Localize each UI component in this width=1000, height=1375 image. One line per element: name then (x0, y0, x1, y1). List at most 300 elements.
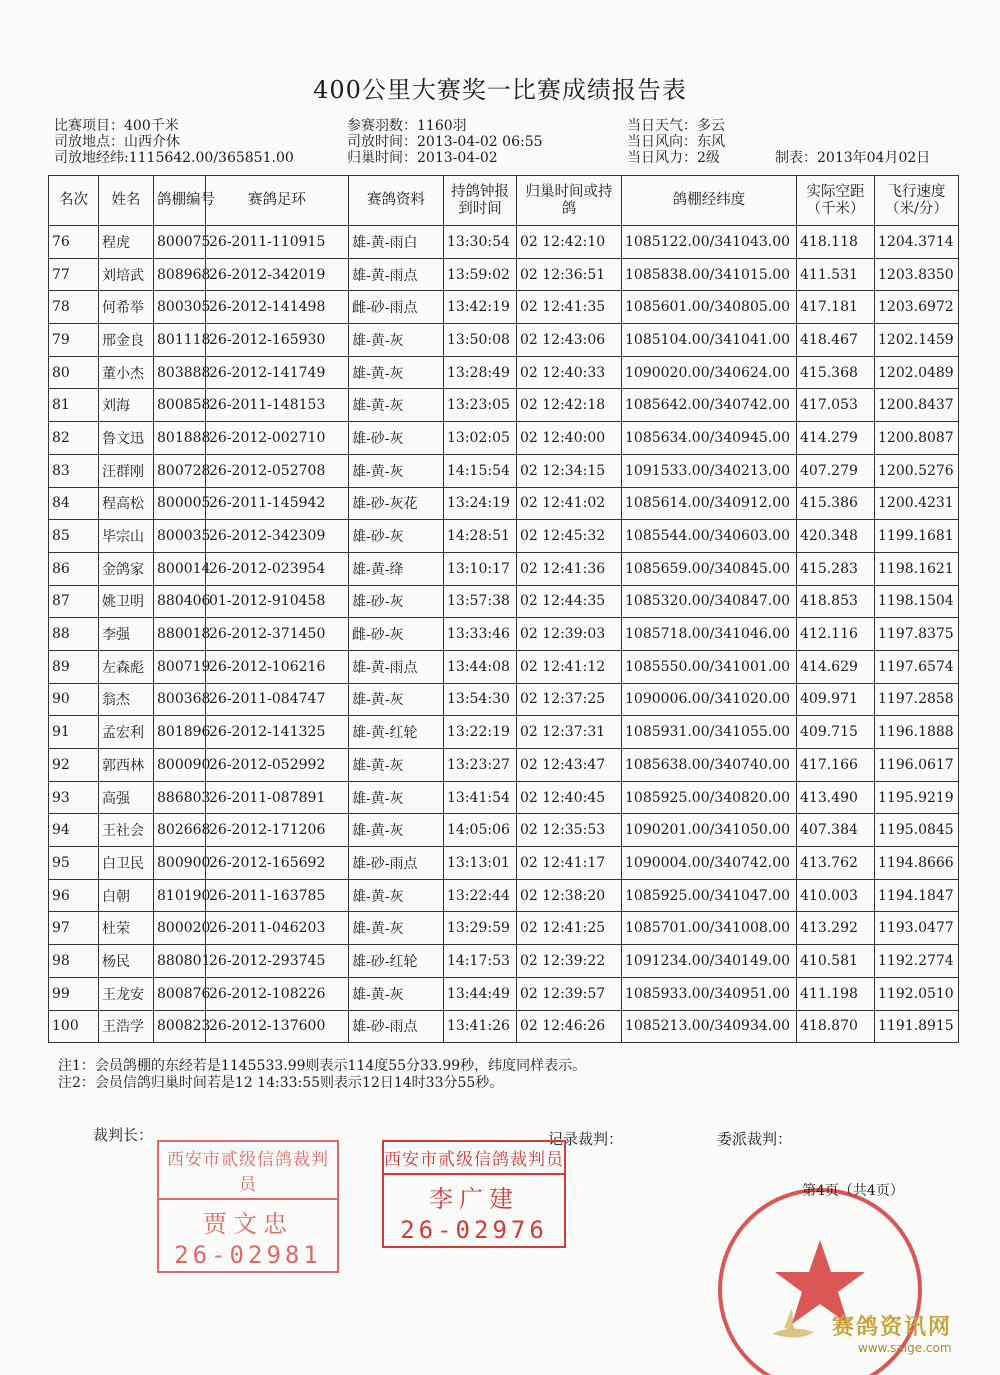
cell-info: 雌-砂-雨点 (349, 291, 444, 324)
page-number: 第4页（共4页） (802, 1183, 904, 1199)
cell-coords: 1091234.00/340149.00 (622, 945, 797, 978)
cell-clock: 13:13:01 (444, 847, 517, 880)
cell-info: 雄-黄-红轮 (349, 716, 444, 749)
table-row (49, 618, 959, 651)
table-row (49, 1010, 959, 1043)
cell-arrival: 02 12:41:35 (517, 291, 622, 324)
cell-coords: 1085701.00/341008.00 (622, 912, 797, 945)
cell-rank: 92 (49, 749, 99, 782)
cell-rank: 97 (49, 912, 99, 945)
cell-coords: 1085320.00/340847.00 (622, 585, 797, 618)
cell-rank: 100 (49, 1010, 99, 1043)
header-loft-no: 鸽棚编号 (154, 176, 206, 226)
cell-coords: 1085659.00/340845.00 (622, 552, 797, 585)
meta-event: 比赛项目：400千米 (54, 118, 179, 134)
cell-loft: 810190 (154, 879, 206, 912)
cell-loft: 800005 (154, 487, 206, 520)
cell-arrival: 02 12:35:53 (517, 814, 622, 847)
cell-loft: 801118 (154, 324, 206, 357)
header-arrival: 归巢时间或持鸽 (517, 176, 622, 226)
cell-info: 雄-黄-绛 (349, 552, 444, 585)
cell-name: 翁杰 (99, 683, 154, 716)
header-ring: 赛鸽足环 (206, 176, 349, 226)
cell-coords: 1085122.00/341043.00 (622, 226, 797, 259)
cell-name: 高强 (99, 781, 154, 814)
table-row (49, 977, 959, 1010)
cell-info: 雄-黄-灰 (349, 683, 444, 716)
cell-loft: 800900 (154, 847, 206, 880)
meta-right (627, 118, 725, 166)
cell-clock: 13:24:19 (444, 487, 517, 520)
cell-dist: 418.118 (797, 226, 875, 259)
cell-arrival: 02 12:39:22 (517, 945, 622, 978)
cell-arrival: 02 12:41:36 (517, 552, 622, 585)
stamp-2-title: 西安市贰级信鸽裁判员 (384, 1142, 564, 1175)
cell-rank: 99 (49, 977, 99, 1010)
cell-ring: 26-2012-165930 (206, 324, 349, 357)
cell-rank: 91 (49, 716, 99, 749)
cell-name: 毕宗山 (99, 520, 154, 553)
cell-speed: 1202.1459 (875, 324, 959, 357)
cell-name: 刘培武 (99, 258, 154, 291)
meta-release-site: 司放地点：山西介休 (54, 134, 180, 150)
cell-name: 鲁文迅 (99, 422, 154, 455)
cell-info: 雄-砂-雨点 (349, 1010, 444, 1043)
footnote-2: 注2：会员信鸽归巢时间若是12 14:33:55则表示12日14时33分55秒。 (58, 1075, 504, 1091)
table-row (49, 422, 959, 455)
cell-dist: 409.715 (797, 716, 875, 749)
meta-release-time: 司放时间：2013-04-02 06:55 (347, 134, 543, 150)
cell-clock: 13:44:49 (444, 977, 517, 1010)
cell-name: 孟宏利 (99, 716, 154, 749)
cell-speed: 1203.8350 (875, 258, 959, 291)
cell-clock: 13:42:19 (444, 291, 517, 324)
cell-speed: 1200.4231 (875, 487, 959, 520)
cell-ring: 26-2011-148153 (206, 389, 349, 422)
cell-coords: 1085933.00/340951.00 (622, 977, 797, 1010)
cell-loft: 803888 (154, 356, 206, 389)
cell-dist: 407.384 (797, 814, 875, 847)
table-row (49, 847, 959, 880)
meta-birds-entered: 参赛羽数：1160羽 (347, 118, 467, 134)
cell-info: 雄-黄-灰 (349, 356, 444, 389)
cell-loft: 800858 (154, 389, 206, 422)
cell-clock: 13:57:38 (444, 585, 517, 618)
cell-coords: 1090201.00/341050.00 (622, 814, 797, 847)
cell-speed: 1203.6972 (875, 291, 959, 324)
cell-clock: 13:44:08 (444, 650, 517, 683)
footnote-1: 注1：会员鸽棚的东经若是1145533.99则表示114度55分33.99秒，纬度同样表示。 (58, 1058, 587, 1074)
cell-clock: 13:50:08 (444, 324, 517, 357)
cell-speed: 1197.2858 (875, 683, 959, 716)
cell-rank: 86 (49, 552, 99, 585)
cell-coords: 1085544.00/340603.00 (622, 520, 797, 553)
table-row (49, 716, 959, 749)
cell-info: 雄-黄-灰 (349, 977, 444, 1010)
meta-middle (347, 118, 543, 166)
cell-loft: 800876 (154, 977, 206, 1010)
cell-dist: 418.853 (797, 585, 875, 618)
cell-arrival: 02 12:42:10 (517, 226, 622, 259)
cell-ring: 26-2012-023954 (206, 552, 349, 585)
cell-loft: 800368 (154, 683, 206, 716)
cell-arrival: 02 12:42:18 (517, 389, 622, 422)
table-row (49, 879, 959, 912)
cell-coords: 1085614.00/340912.00 (622, 487, 797, 520)
cell-dist: 413.490 (797, 781, 875, 814)
cell-loft: 800823 (154, 1010, 206, 1043)
cell-name: 白卫民 (99, 847, 154, 880)
cell-clock: 14:17:53 (444, 945, 517, 978)
cell-ring: 26-2012-342019 (206, 258, 349, 291)
cell-rank: 79 (49, 324, 99, 357)
page-title: 400公里大赛奖一比赛成绩报告表 (313, 76, 687, 104)
cell-arrival: 02 12:37:31 (517, 716, 622, 749)
cell-clock: 13:28:49 (444, 356, 517, 389)
header-clock: 持鸽钟报到时间 (444, 176, 517, 226)
cell-info: 雄-砂-红轮 (349, 945, 444, 978)
header-speed: 飞行速度（米/分） (875, 176, 959, 226)
cell-coords: 1085642.00/340742.00 (622, 389, 797, 422)
cell-ring: 26-2012-052992 (206, 749, 349, 782)
meta-wind-force: 当日风力：2级 (627, 150, 720, 166)
cell-name: 杨民 (99, 945, 154, 978)
table-row (49, 454, 959, 487)
table-row (49, 291, 959, 324)
cell-rank: 78 (49, 291, 99, 324)
table-row (49, 258, 959, 291)
cell-name: 金鸽家 (99, 552, 154, 585)
cell-ring: 26-2012-371450 (206, 618, 349, 651)
cell-dist: 409.971 (797, 683, 875, 716)
cell-info: 雄-黄-灰 (349, 879, 444, 912)
cell-ring: 26-2012-002710 (206, 422, 349, 455)
cell-arrival: 02 12:41:12 (517, 650, 622, 683)
judge-stamp-1 (157, 1140, 339, 1273)
cell-arrival: 02 12:36:51 (517, 258, 622, 291)
cell-loft: 800020 (154, 912, 206, 945)
cell-speed: 1199.1681 (875, 520, 959, 553)
cell-dist: 410.003 (797, 879, 875, 912)
table-row (49, 324, 959, 357)
cell-arrival: 02 12:40:45 (517, 781, 622, 814)
stamp-2-code: 26-02976 (400, 1216, 548, 1244)
cell-speed: 1204.3714 (875, 226, 959, 259)
cell-info: 雄-砂-灰花 (349, 487, 444, 520)
stamp-1-code: 26-02981 (174, 1241, 322, 1269)
cell-speed: 1193.0477 (875, 912, 959, 945)
cell-dist: 420.348 (797, 520, 875, 553)
cell-clock: 13:59:02 (444, 258, 517, 291)
cell-speed: 1195.0845 (875, 814, 959, 847)
cell-ring: 26-2012-106216 (206, 650, 349, 683)
cell-clock: 13:30:54 (444, 226, 517, 259)
table-row (49, 814, 959, 847)
header-coords: 鸽棚经纬度 (622, 176, 797, 226)
meta-release-coords: 司放地经纬:1115642.00/365851.00 (54, 150, 294, 166)
cell-name: 董小杰 (99, 356, 154, 389)
cell-dist: 414.629 (797, 650, 875, 683)
cell-name: 杜荣 (99, 912, 154, 945)
table-row (49, 356, 959, 389)
cell-speed: 1202.0489 (875, 356, 959, 389)
cell-loft: 800035 (154, 520, 206, 553)
watermark-url: www.saige.com (858, 1341, 952, 1355)
header-distance: 实际空距（千米） (797, 176, 875, 226)
watermark-logo-icon (770, 1304, 816, 1344)
cell-loft: 800090 (154, 749, 206, 782)
cell-dist: 415.283 (797, 552, 875, 585)
cell-name: 汪群刚 (99, 454, 154, 487)
cell-coords: 1085634.00/340945.00 (622, 422, 797, 455)
cell-clock: 13:22:19 (444, 716, 517, 749)
cell-info: 雄-黄-灰 (349, 912, 444, 945)
cell-loft: 800728 (154, 454, 206, 487)
cell-coords: 1085925.00/341047.00 (622, 879, 797, 912)
cell-arrival: 02 12:39:03 (517, 618, 622, 651)
footnotes (58, 1058, 586, 1092)
cell-name: 白朝 (99, 879, 154, 912)
cell-rank: 85 (49, 520, 99, 553)
cell-rank: 88 (49, 618, 99, 651)
cell-info: 雄-黄-灰 (349, 749, 444, 782)
cell-info: 雄-黄-灰 (349, 454, 444, 487)
cell-speed: 1200.8437 (875, 389, 959, 422)
cell-loft: 801896 (154, 716, 206, 749)
cell-rank: 89 (49, 650, 99, 683)
cell-loft: 880406 (154, 585, 206, 618)
cell-dist: 418.467 (797, 324, 875, 357)
cell-dist: 417.181 (797, 291, 875, 324)
cell-info: 雄-黄-雨白 (349, 226, 444, 259)
cell-speed: 1197.8375 (875, 618, 959, 651)
judge-stamp-2 (382, 1140, 566, 1248)
cell-loft: 800719 (154, 650, 206, 683)
cell-rank: 94 (49, 814, 99, 847)
meta-weather: 当日天气：多云 (627, 118, 725, 134)
cell-clock: 14:05:06 (444, 814, 517, 847)
cell-speed: 1191.8915 (875, 1010, 959, 1043)
cell-name: 刘海 (99, 389, 154, 422)
meta-wind-direction: 当日风向：东风 (627, 134, 725, 150)
cell-ring: 26-2012-293745 (206, 945, 349, 978)
table-row (49, 226, 959, 259)
cell-speed: 1196.0617 (875, 749, 959, 782)
cell-ring: 26-2011-110915 (206, 226, 349, 259)
cell-clock: 13:33:46 (444, 618, 517, 651)
cell-speed: 1198.1504 (875, 585, 959, 618)
cell-ring: 26-2012-052708 (206, 454, 349, 487)
cell-loft: 808968 (154, 258, 206, 291)
cell-coords: 1085550.00/341001.00 (622, 650, 797, 683)
cell-speed: 1192.0510 (875, 977, 959, 1010)
meta-return-time: 归巢时间：2013-04-02 (347, 150, 498, 166)
cell-clock: 13:23:05 (444, 389, 517, 422)
cell-arrival: 02 12:34:15 (517, 454, 622, 487)
cell-ring: 26-2012-137600 (206, 1010, 349, 1043)
cell-arrival: 02 12:43:06 (517, 324, 622, 357)
meta-prepared-date: 制表：2013年04月02日 (775, 150, 931, 166)
cell-arrival: 02 12:41:17 (517, 847, 622, 880)
cell-coords: 1085925.00/340820.00 (622, 781, 797, 814)
cell-rank: 77 (49, 258, 99, 291)
cell-rank: 80 (49, 356, 99, 389)
cell-ring: 26-2011-163785 (206, 879, 349, 912)
cell-info: 雄-砂-雨点 (349, 847, 444, 880)
cell-info: 雄-黄-灰 (349, 781, 444, 814)
cell-dist: 413.292 (797, 912, 875, 945)
cell-arrival: 02 12:40:33 (517, 356, 622, 389)
cell-arrival: 02 12:43:47 (517, 749, 622, 782)
cell-clock: 13:10:17 (444, 552, 517, 585)
cell-loft: 880801 (154, 945, 206, 978)
cell-dist: 417.053 (797, 389, 875, 422)
cell-dist: 407.279 (797, 454, 875, 487)
cell-dist: 417.166 (797, 749, 875, 782)
cell-arrival: 02 12:45:32 (517, 520, 622, 553)
cell-name: 王龙安 (99, 977, 154, 1010)
cell-arrival: 02 12:37:25 (517, 683, 622, 716)
cell-name: 李强 (99, 618, 154, 651)
cell-coords: 1085718.00/341046.00 (622, 618, 797, 651)
cell-rank: 93 (49, 781, 99, 814)
cell-clock: 13:23:27 (444, 749, 517, 782)
header-rank: 名次 (49, 176, 99, 226)
table-row (49, 520, 959, 553)
cell-arrival: 02 12:40:00 (517, 422, 622, 455)
cell-coords: 1090004.00/340742.00 (622, 847, 797, 880)
cell-speed: 1192.2774 (875, 945, 959, 978)
cell-dist: 412.116 (797, 618, 875, 651)
cell-speed: 1196.1888 (875, 716, 959, 749)
cell-ring: 26-2012-171206 (206, 814, 349, 847)
delegate-judge-label: 委派裁判： (717, 1130, 793, 1148)
cell-ring: 26-2012-141325 (206, 716, 349, 749)
cell-rank: 84 (49, 487, 99, 520)
cell-rank: 98 (49, 945, 99, 978)
table-row (49, 781, 959, 814)
table-row (49, 389, 959, 422)
site-watermark (760, 1310, 952, 1355)
cell-loft: 800305 (154, 291, 206, 324)
cell-rank: 81 (49, 389, 99, 422)
cell-clock: 13:54:30 (444, 683, 517, 716)
cell-info: 雄-黄-灰 (349, 814, 444, 847)
cell-name: 程高松 (99, 487, 154, 520)
cell-info: 雄-砂-灰 (349, 585, 444, 618)
cell-name: 郭西林 (99, 749, 154, 782)
table-row (49, 650, 959, 683)
cell-rank: 83 (49, 454, 99, 487)
table-row (49, 487, 959, 520)
cell-coords: 1085213.00/340934.00 (622, 1010, 797, 1043)
header-info: 赛鸽资料 (349, 176, 444, 226)
cell-ring: 26-2012-141749 (206, 356, 349, 389)
cell-name: 王社会 (99, 814, 154, 847)
cell-dist: 410.581 (797, 945, 875, 978)
cell-dist: 411.531 (797, 258, 875, 291)
cell-ring: 26-2012-108226 (206, 977, 349, 1010)
cell-clock: 14:15:54 (444, 454, 517, 487)
cell-ring: 26-2012-165692 (206, 847, 349, 880)
cell-dist: 418.870 (797, 1010, 875, 1043)
cell-name: 左森彪 (99, 650, 154, 683)
cell-coords: 1085638.00/340740.00 (622, 749, 797, 782)
cell-ring: 26-2011-087891 (206, 781, 349, 814)
table-row (49, 552, 959, 585)
cell-dist: 411.198 (797, 977, 875, 1010)
cell-info: 雄-砂-灰 (349, 520, 444, 553)
cell-clock: 13:22:44 (444, 879, 517, 912)
results-table (48, 175, 959, 1043)
cell-ring: 26-2011-084747 (206, 683, 349, 716)
cell-rank: 90 (49, 683, 99, 716)
cell-clock: 13:02:05 (444, 422, 517, 455)
chief-judge-label: 裁判长： (93, 1126, 154, 1144)
recorder-judge-label: 记录裁判： (548, 1130, 624, 1148)
cell-coords: 1090006.00/341020.00 (622, 683, 797, 716)
header-name: 姓名 (99, 176, 154, 226)
cell-coords: 1085104.00/341041.00 (622, 324, 797, 357)
cell-arrival: 02 12:38:20 (517, 879, 622, 912)
cell-speed: 1197.6574 (875, 650, 959, 683)
cell-info: 雄-砂-灰 (349, 422, 444, 455)
table-row (49, 912, 959, 945)
cell-loft: 800075 (154, 226, 206, 259)
cell-dist: 413.762 (797, 847, 875, 880)
cell-name: 姚卫明 (99, 585, 154, 618)
cell-speed: 1200.5276 (875, 454, 959, 487)
cell-dist: 415.386 (797, 487, 875, 520)
cell-name: 王浩学 (99, 1010, 154, 1043)
cell-dist: 415.368 (797, 356, 875, 389)
cell-coords: 1085838.00/341015.00 (622, 258, 797, 291)
cell-speed: 1194.1847 (875, 879, 959, 912)
cell-speed: 1194.8666 (875, 847, 959, 880)
cell-name: 程虎 (99, 226, 154, 259)
cell-arrival: 02 12:46:26 (517, 1010, 622, 1043)
cell-coords: 1090020.00/340624.00 (622, 356, 797, 389)
cell-arrival: 02 12:41:02 (517, 487, 622, 520)
table-row (49, 585, 959, 618)
cell-arrival: 02 12:39:57 (517, 977, 622, 1010)
cell-coords: 1085601.00/340805.00 (622, 291, 797, 324)
cell-ring: 26-2011-145942 (206, 487, 349, 520)
cell-name: 邢金良 (99, 324, 154, 357)
cell-clock: 13:41:26 (444, 1010, 517, 1043)
cell-rank: 76 (49, 226, 99, 259)
table-row (49, 945, 959, 978)
cell-loft: 801888 (154, 422, 206, 455)
cell-ring: 26-2012-141498 (206, 291, 349, 324)
cell-ring: 26-2011-046203 (206, 912, 349, 945)
stamp-1-title: 西安市贰级信鸽裁判员 (159, 1142, 337, 1200)
table-row (49, 683, 959, 716)
cell-speed: 1195.9219 (875, 781, 959, 814)
cell-info: 雄-黄-灰 (349, 389, 444, 422)
cell-loft: 802668 (154, 814, 206, 847)
cell-speed: 1200.8087 (875, 422, 959, 455)
cell-ring: 26-2012-342309 (206, 520, 349, 553)
cell-info: 雄-黄-雨点 (349, 650, 444, 683)
cell-loft: 800014 (154, 552, 206, 585)
cell-loft: 886803 (154, 781, 206, 814)
cell-ring: 01-2012-910458 (206, 585, 349, 618)
table-body (49, 226, 959, 1043)
cell-dist: 414.279 (797, 422, 875, 455)
cell-clock: 13:29:59 (444, 912, 517, 945)
stamp-2-name: 李广建 (429, 1185, 519, 1213)
